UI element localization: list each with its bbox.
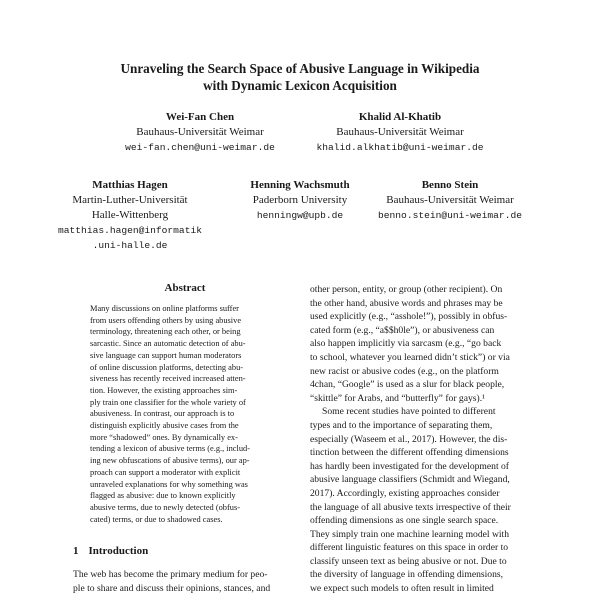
author-affiliation: Bauhaus-Universität Weimar [386,194,514,206]
text-line: Many discussions on online platforms suffer [90,304,239,313]
text-line: cated form (e.g., “a$$h0le”), or abusiveness can [310,324,495,336]
text-line: types and to the importance of separating them, [310,419,493,431]
text-line: to school, whatever you learned didn’t stick”) or via [310,351,510,363]
text-line: used explicitly (e.g., “asshole!”), possibly in obfus- [310,311,508,323]
text-line: has hardly been investigated for the development of [310,460,510,472]
text-line: distinguish explicitly abusive cases from the [90,421,239,431]
author-block [230,178,370,223]
author-block [55,178,205,253]
text-line: sarcastic. Since an automatic detection of abu- [90,339,246,349]
text-line: They simply train one machine learning model with [310,528,510,540]
text-line: abusive terms, due to newly detected (obfus- [90,502,241,512]
author-block [300,110,500,155]
author-name: Benno Stein [421,179,479,191]
author-name: Wei-Fan Chen [165,111,235,123]
author-email: wei-fan.chen@uni-weimar.de [125,142,275,153]
author-name: Khalid Al-Khatib [358,111,442,123]
text-line: ing new obfuscations of abusive terms), our ap- [90,456,250,466]
author-affiliation: Bauhaus-Universität Weimar [336,126,464,138]
text-line: new racist or abusive codes (e.g., on the platform [310,365,499,377]
text-line: siveness has recently received increased atten- [90,374,246,384]
author-email: benno.stein@uni-weimar.de [378,210,522,221]
author-affiliation: Bauhaus-Universität Weimar [136,126,264,138]
author-affiliation: Halle-Wittenberg [91,209,169,221]
text-line: abusiveness. In contrast, our approach is to [90,409,235,419]
author-email: matthias.hagen@informatik [58,225,202,236]
section-title: Introduction [88,545,149,557]
text-line: 2017). Accordingly, existing approaches consider [310,487,500,499]
text-line: the diversity of language in offending dimensions, [310,569,503,581]
author-affiliation: Martin-Luther-Universität [72,194,188,206]
title-line-1: Unraveling the Search Space of Abusive Language in Wikipedia [120,61,480,76]
text-line: 4chan, “Google” is used as a slur for black people, [310,379,505,391]
text-line: especially (Waseem et al., 2017). However, the dis- [310,433,508,445]
text-line: classify unseen text as being abusive or not. Due to [310,555,507,567]
introduction-body [73,568,298,595]
text-line: abusive language classifiers (Schmidt and Wiegand, [310,474,510,486]
text-line: other person, entity, or group (other recipient). On [310,284,503,295]
text-line: offending dimensions as one single search space. [310,515,499,527]
text-line: of online discussion platforms, detecting abu- [90,362,244,372]
text-line: proach can support a moderator with explicit [90,467,241,477]
abstract-body [90,303,280,525]
abstract-heading: Abstract [164,282,206,294]
text-line: ply train one classifier for the whole variety of [90,397,246,407]
author-affiliation: Paderborn University [252,194,348,206]
text-line: “skittle” for Arabs, and “butterfly” for gays).¹ [310,392,485,404]
text-line: Some recent studies have pointed to different [322,406,496,418]
section-number: 1 [73,545,79,557]
author-block [100,110,300,155]
text-line: sive language can support human moderators [90,350,242,360]
author-email: khalid.alkhatib@uni-weimar.de [316,142,484,153]
author-email: henningw@upb.de [256,210,344,221]
text-line: more “shadowed” ones. By dynamically ex- [90,432,238,442]
text-line: flagged as abusive: due to known explicitly [90,491,236,501]
title-line-2: with Dynamic Lexicon Acquisition [203,78,397,93]
text-line: terminology, threatening each other, or being [90,327,241,337]
text-line: tending a lexicon of abusive terms (e.g., includ- [90,444,251,454]
text-line: from users offending others by using abusive [90,315,242,325]
author-name: Henning Wachsmuth [250,179,350,191]
text-line: unraveled explanations for why something was [90,479,248,489]
author-name: Matthias Hagen [92,179,168,191]
author-block [365,178,535,223]
text-line: the other hand, abusive words and phrases may be [310,297,503,309]
right-column-paragraph-2 [310,405,535,595]
text-line: the language of all abusive texts irrespective of their [310,501,511,513]
text-line: tinction between the different offending dimensions [310,447,509,459]
text-line: ple to share and discuss their opinions, stances, and [73,582,271,594]
text-line: tion. However, the existing approaches sim- [90,385,238,395]
author-email: .uni-halle.de [92,240,168,251]
text-line: cated) terms, or due to shadowed cases. [90,514,223,524]
text-line: also happen implicitly via sarcasm (e.g., “go back [310,338,502,350]
section-heading-introduction [73,545,148,557]
paper-title [60,60,540,94]
text-line: different linguistic features on this space in order to [310,542,509,554]
text-line: we expect such models to often result in limited [310,583,494,595]
right-column [310,283,535,596]
right-column-paragraph-1 [310,283,535,405]
text-line: The web has become the primary medium for peo- [73,569,268,580]
